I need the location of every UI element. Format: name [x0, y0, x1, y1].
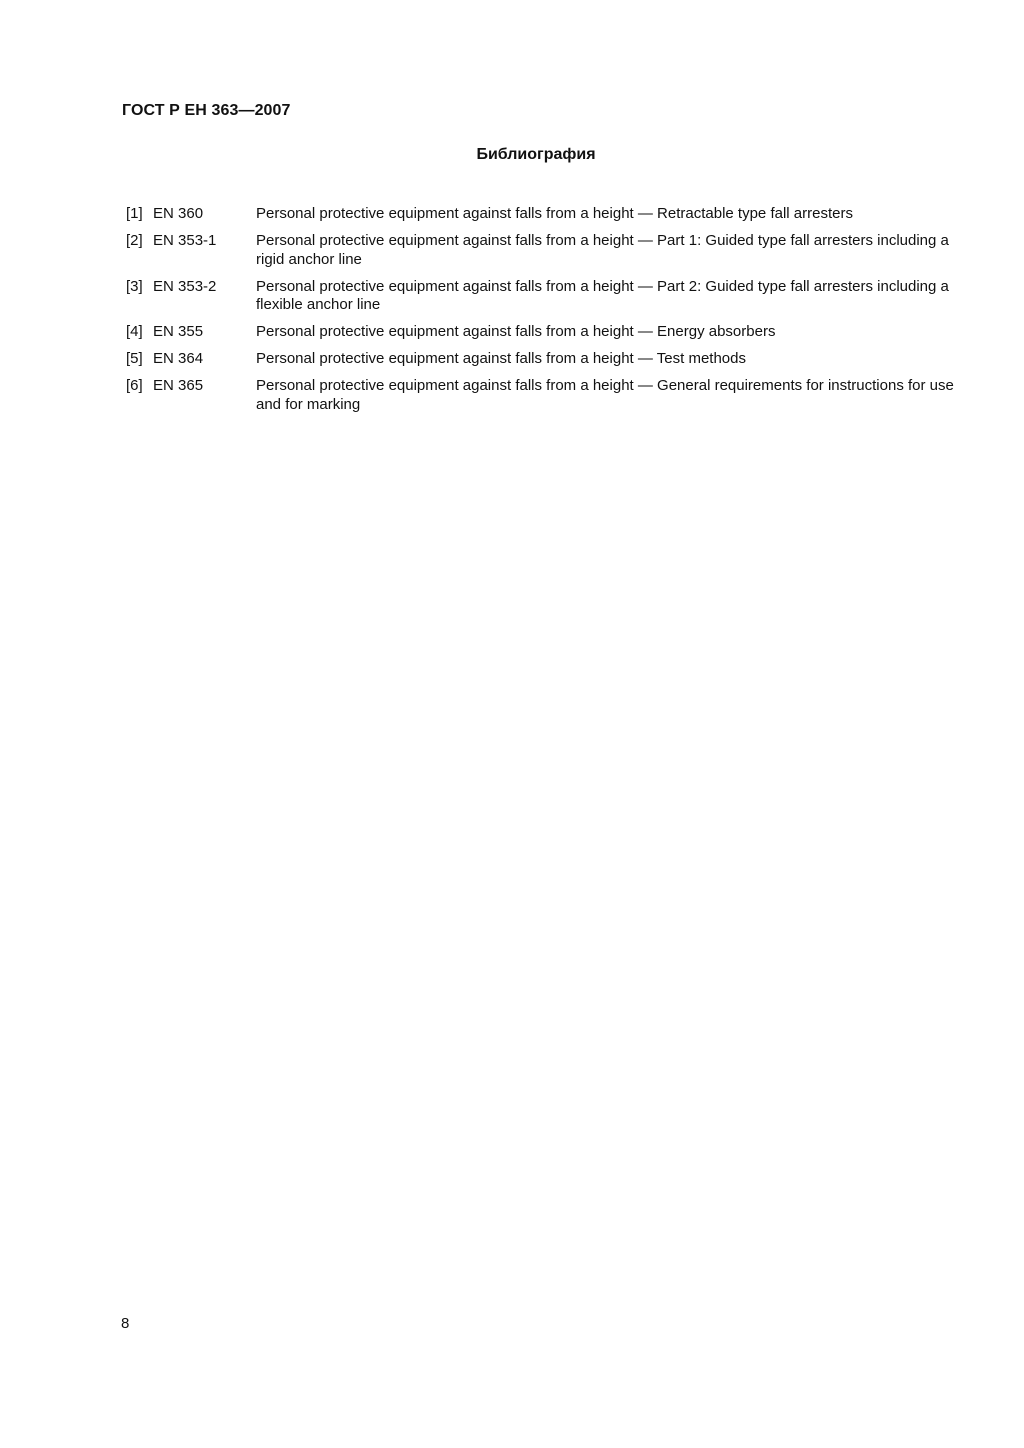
standard-title: Personal protective equipment against falls from a height — Energy absorbers — [256, 323, 776, 340]
bibliography-entry — [126, 350, 956, 369]
document-header: ГОСТ Р ЕН 363—2007 — [122, 102, 291, 119]
page-number: 8 — [121, 1315, 130, 1332]
entry-number: [3] — [126, 277, 143, 295]
bibliography-entry — [126, 278, 956, 315]
entry-number: [1] — [126, 205, 143, 222]
bibliography-entry — [126, 323, 956, 342]
bibliography-list — [126, 205, 956, 423]
standard-title: Personal protective equipment against falls from a height — Part 1: Guided type fall arresters including a rigid anchor line — [256, 232, 949, 268]
standard-code: EN 360 — [153, 205, 204, 222]
entry-number: [5] — [126, 350, 143, 367]
standard-code: EN 364 — [153, 350, 204, 367]
standard-title: Personal protective equipment against falls from a height — Part 2: Guided type fall arresters including a flexible anchor line — [256, 277, 949, 313]
bibliography-entry — [126, 205, 956, 224]
standard-title: Personal protective equipment against falls from a height — Test methods — [256, 350, 746, 367]
standard-code: EN 365 — [153, 377, 204, 394]
standard-code: EN 355 — [153, 323, 204, 340]
bibliography-entry — [126, 377, 956, 414]
bibliography-title: Библиография — [476, 146, 596, 163]
standard-code: EN 353-2 — [153, 277, 217, 295]
entry-number: [2] — [126, 232, 143, 249]
standard-title: Personal protective equipment against falls from a height — Retractable type fall arresters — [256, 205, 853, 222]
standard-title: Personal protective equipment against falls from a height — General requirements for instructions for use and for marking — [256, 377, 954, 413]
entry-number: [4] — [126, 323, 143, 340]
standard-code: EN 353-1 — [153, 232, 217, 249]
entry-number: [6] — [126, 377, 143, 394]
bibliography-entry — [126, 232, 956, 269]
